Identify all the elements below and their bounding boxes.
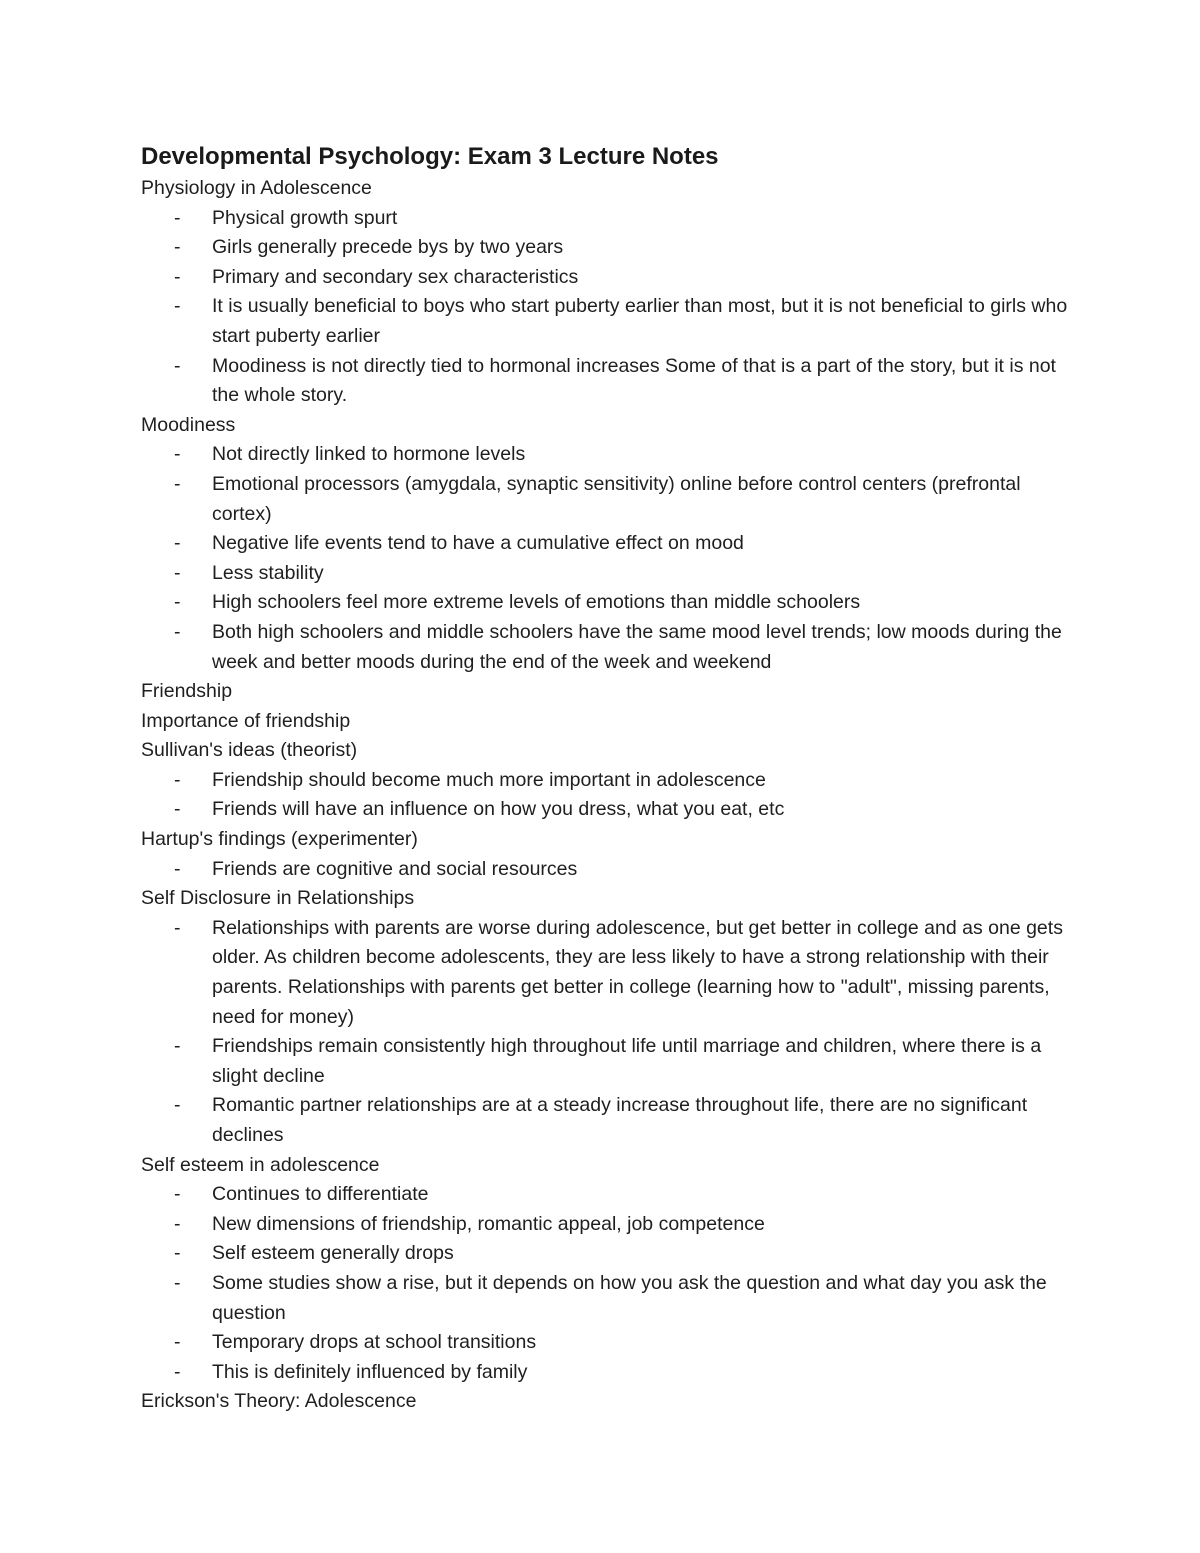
bullet-list xyxy=(141,440,1071,677)
bullet-text: Temporary drops at school transitions xyxy=(212,1331,537,1354)
bullet-text: This is definitely influenced by family xyxy=(212,1360,528,1383)
dash-marker: - xyxy=(174,354,181,377)
document-title: Developmental Psychology: Exam 3 Lecture Notes xyxy=(141,143,719,170)
dash-marker: - xyxy=(174,798,181,821)
bullet-list xyxy=(141,766,1071,825)
notes-section xyxy=(141,825,1071,884)
dash-marker: - xyxy=(174,1242,181,1265)
bullet-text: Self esteem generally drops xyxy=(212,1242,454,1265)
notes-section xyxy=(141,707,1071,737)
bullet-item xyxy=(141,766,1071,796)
section-heading: Friendship xyxy=(141,680,233,703)
dash-marker: - xyxy=(174,1094,181,1117)
bullet-list xyxy=(141,855,1071,885)
bullet-text: Not directly linked to hormone levels xyxy=(212,443,526,466)
bullet-item xyxy=(141,204,1071,234)
bullet-text: High schoolers feel more extreme levels of emotions than middle schoolers xyxy=(212,591,861,614)
bullet-list xyxy=(141,1180,1071,1387)
section-heading: Physiology in Adolescence xyxy=(141,177,372,199)
bullet-list xyxy=(141,204,1071,411)
dash-marker: - xyxy=(174,443,181,466)
notes-body xyxy=(141,174,1071,1417)
bullet-item xyxy=(141,1239,1071,1269)
dash-marker: - xyxy=(174,1331,181,1354)
bullet-item xyxy=(141,1269,1071,1328)
bullet-text: It is usually beneficial to boys who start puberty earlier than most, but it is not beneficial to girls who start puberty earlier xyxy=(212,295,1068,347)
bullet-text: Both high schoolers and middle schoolers have the same mood level trends; low moods during the week and better moods during the end of the week and weekend xyxy=(212,620,1062,673)
bullet-text: Relationships with parents are worse during adolescence, but get better in college and as one gets older. As children become adolescents, they are less likely to have a strong relationship with their parents. Relationships with parents get better in college (learning how to "adult", missing parents, need for money) xyxy=(212,916,1063,1028)
dash-marker: - xyxy=(174,472,181,495)
section-heading: Importance of friendship xyxy=(141,709,351,732)
dash-marker: - xyxy=(174,265,181,288)
bullet-item xyxy=(141,559,1071,589)
notes-section xyxy=(141,1387,1071,1417)
bullet-item xyxy=(141,618,1071,677)
bullet-text: New dimensions of friendship, romantic appeal, job competence xyxy=(212,1212,765,1235)
dash-marker: - xyxy=(174,591,181,614)
bullet-item xyxy=(141,1358,1071,1388)
bullet-text: Moodiness is not directly tied to hormonal increases Some of that is a part of the story, but it is not the whole story. xyxy=(212,354,1056,407)
dash-marker: - xyxy=(174,206,181,229)
notes-section xyxy=(141,677,1071,707)
bullet-item xyxy=(141,1091,1071,1150)
bullet-list xyxy=(141,914,1071,1151)
dash-marker: - xyxy=(174,768,181,791)
document-page xyxy=(141,140,1071,1417)
dash-marker: - xyxy=(174,561,181,584)
bullet-text: Friendships remain consistently high throughout life until marriage and children, where there is a slight decline xyxy=(212,1035,1042,1087)
dash-marker: - xyxy=(174,1360,181,1383)
notes-section xyxy=(141,1151,1071,1388)
notes-section xyxy=(141,736,1071,825)
section-heading: Erickson's Theory: Adolescence xyxy=(141,1390,417,1413)
dash-marker: - xyxy=(174,1212,181,1235)
bullet-text: Physical growth spurt xyxy=(212,206,398,229)
bullet-text: Some studies show a rise, but it depends on how you ask the question and what day you ask the question xyxy=(212,1271,1047,1324)
bullet-item xyxy=(141,1210,1071,1240)
bullet-item xyxy=(141,440,1071,470)
bullet-item xyxy=(141,529,1071,559)
bullet-text: Friendship should become much more important in adolescence xyxy=(212,768,766,791)
bullet-item xyxy=(141,1180,1071,1210)
bullet-text: Friends are cognitive and social resources xyxy=(212,857,578,880)
section-heading: Hartup's findings (experimenter) xyxy=(141,828,418,851)
notes-section xyxy=(141,411,1071,677)
bullet-item xyxy=(141,795,1071,825)
dash-marker: - xyxy=(174,857,181,880)
section-heading: Self Disclosure in Relationships xyxy=(141,887,415,910)
bullet-text: Girls generally precede bys by two years xyxy=(212,236,564,259)
dash-marker: - xyxy=(174,620,181,643)
notes-section xyxy=(141,174,1071,411)
bullet-item xyxy=(141,470,1071,529)
section-heading: Self esteem in adolescence xyxy=(141,1153,380,1176)
bullet-item xyxy=(141,263,1071,293)
dash-marker: - xyxy=(174,236,181,259)
dash-marker: - xyxy=(174,295,181,318)
bullet-item xyxy=(141,352,1071,411)
bullet-text: Romantic partner relationships are at a steady increase throughout life, there are no significant declines xyxy=(212,1094,1028,1146)
bullet-item xyxy=(141,588,1071,618)
bullet-item xyxy=(141,233,1071,263)
bullet-item xyxy=(141,292,1071,351)
section-heading: Moodiness xyxy=(141,413,236,436)
notes-section xyxy=(141,884,1071,1150)
bullet-item xyxy=(141,914,1071,1032)
dash-marker: - xyxy=(174,1183,181,1206)
dash-marker: - xyxy=(174,532,181,555)
dash-marker: - xyxy=(174,1035,181,1058)
bullet-text: Continues to differentiate xyxy=(212,1183,429,1206)
dash-marker: - xyxy=(174,916,181,939)
bullet-item xyxy=(141,1032,1071,1091)
bullet-text: Primary and secondary sex characteristics xyxy=(212,265,579,288)
section-heading: Sullivan's ideas (theorist) xyxy=(141,739,358,762)
bullet-item xyxy=(141,1328,1071,1358)
bullet-text: Emotional processors (amygdala, synaptic sensitivity) online before control centers (prefrontal cortex) xyxy=(212,472,1021,525)
bullet-text: Negative life events tend to have a cumulative effect on mood xyxy=(212,532,744,555)
bullet-item xyxy=(141,855,1071,885)
dash-marker: - xyxy=(174,1271,181,1294)
bullet-text: Friends will have an influence on how you dress, what you eat, etc xyxy=(212,798,785,821)
bullet-text: Less stability xyxy=(212,561,324,584)
